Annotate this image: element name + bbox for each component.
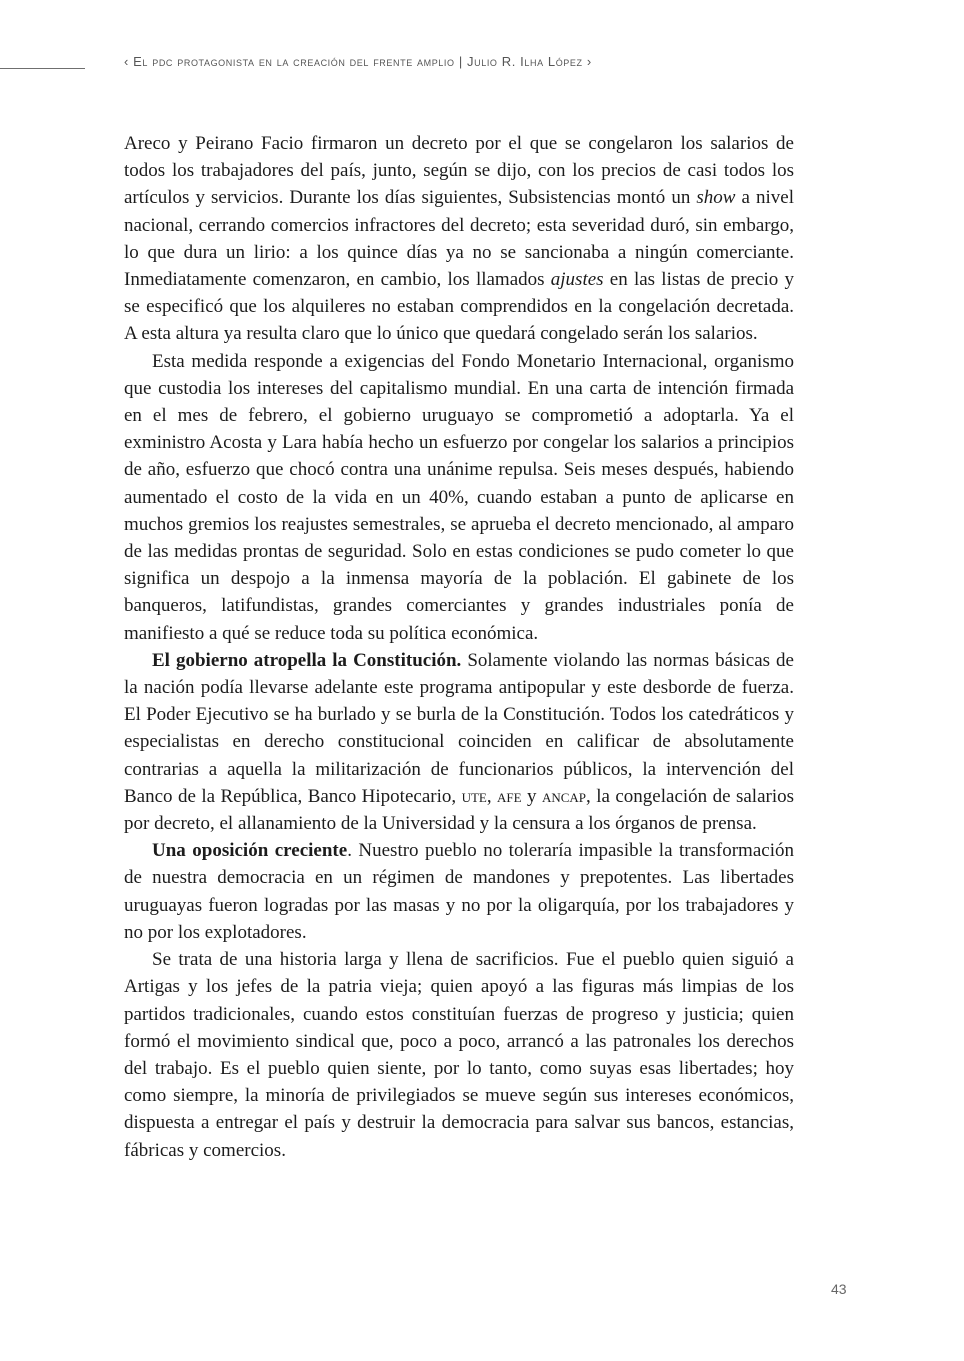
paragraph-1-text-a: Areco y Peirano Facio firmaron un decreto por el que se congelaron los salarios de todos los trabajadores del país, junto, según se dijo, con los precios de casi todos los artículos y servicios. Durante los días siguientes, Subsistencias montó un xyxy=(124,133,794,209)
paragraph-1-text-b: a nivel nacional, cerrando comercios infractores del decreto; esta severidad duró, sin embargo, lo que dura un lirio: a los quince días ya no se sancionaba a ningún comerciante. Inmediatamente comenzaron, en cambio, los llamados xyxy=(124,187,794,291)
paragraph-3-text-d: , la congelación de salarios por decreto, el allanamiento de la Universidad y la censura a los órganos de prensa. xyxy=(124,785,795,835)
emphasis-show: show xyxy=(696,187,736,209)
emphasis-ajustes: ajustes xyxy=(550,269,604,291)
running-header: ‹ El pdc protagonista en la creación del frente amplio | Julio R. Ilha López › xyxy=(124,54,592,69)
paragraph-5: Se trata de una historia larga y llena de sacrificios. Fue el pueblo quien siguió a Artigas y los jefes de la patria vieja; quien apoyó a las figuras más limpias de los partidos tradicionales, cuando estos constituían fuerzas de progreso y justicia; quien formó el movimiento sindical que, poco a poco, arrancó a las patronales los derechos del trabajo. Es el pueblo quien siente, por lo tanto, como suyas esas libertades; hoy como siempre, la minoría de privilegiados se mueve según sus intereses económicos, dispuesta a entregar el país y destruir la democracia para salvar sus bancos, estancias, fábricas y comercios. xyxy=(124,949,794,1161)
header-rule xyxy=(0,68,85,69)
section-heading-constitucion: El gobierno atropella la Constitución. xyxy=(152,649,462,671)
acronym-afe: afe xyxy=(497,785,522,807)
paragraph-1-text-c: en las listas de precio y se especificó que los alquileres no estaban comprendidos en la congelación decretada. A esta altura ya resulta claro que lo único que quedará congelado serán los salarios. xyxy=(124,269,794,345)
paragraph-3-text-c: y xyxy=(521,785,542,807)
paragraph-4 xyxy=(124,837,794,946)
paragraph-3-text-b: , xyxy=(486,785,498,807)
body-text xyxy=(124,130,794,1164)
section-heading-oposicion: Una oposición creciente xyxy=(152,840,348,862)
paragraph-2: Esta medida responde a exigencias del Fondo Monetario Internacional, organismo que custodia los intereses del capitalismo mundial. En una carta de intención firmada en el mes de febrero, el gobierno uruguayo se comprometió a adoptarla. Ya el exministro Acosta y Lara había hecho un esfuerzo por congelar los salarios a principios de año, esfuerzo que chocó contra una unánime repulsa. Seis meses después, habiendo aumentado el costo de la vida en un 40%, cuando estaban a punto de aplicarse en muchos gremios los reajustes semestrales, se aprueba el decreto mencionado, al amparo de las medidas prontas de seguridad. Solo en estas condiciones se pudo cometer lo que significa un despojo a la inmensa mayoría de la población. El gabinete de los banqueros, latifundistas, grandes comerciantes y grandes industriales ponía de manifiesto a qué se reduce toda su política económica. xyxy=(124,350,794,644)
acronym-ute: ute xyxy=(461,785,487,807)
paragraph-1 xyxy=(124,130,794,348)
page-number: 43 xyxy=(831,1281,847,1297)
paragraph-4-text: . Nuestro pueblo no toleraría impasible la transformación de nuestra democracia en un régimen de mandones y prepotentes. Las libertades uruguayas fueron logradas por las masas y no por la oligarquía, por los trabajadores y no por los explotadores. xyxy=(124,840,794,943)
acronym-ancap: ancap xyxy=(541,785,587,807)
paragraph-3-text-a: Solamente violando las normas básicas de la nación podía llevarse adelante este programa antipopular y este desborde de fuerza. El Poder Ejecutivo se ha burlado y se burla de la Constitución. Todos los catedráticos y especialistas en derecho constitucional coinciden en calificar de absolutamente contrarias a aquella la militarización de funcionarios públicos, la intervención del Banco de la República, Banco Hipotecario, xyxy=(124,649,794,807)
paragraph-3 xyxy=(124,647,794,837)
